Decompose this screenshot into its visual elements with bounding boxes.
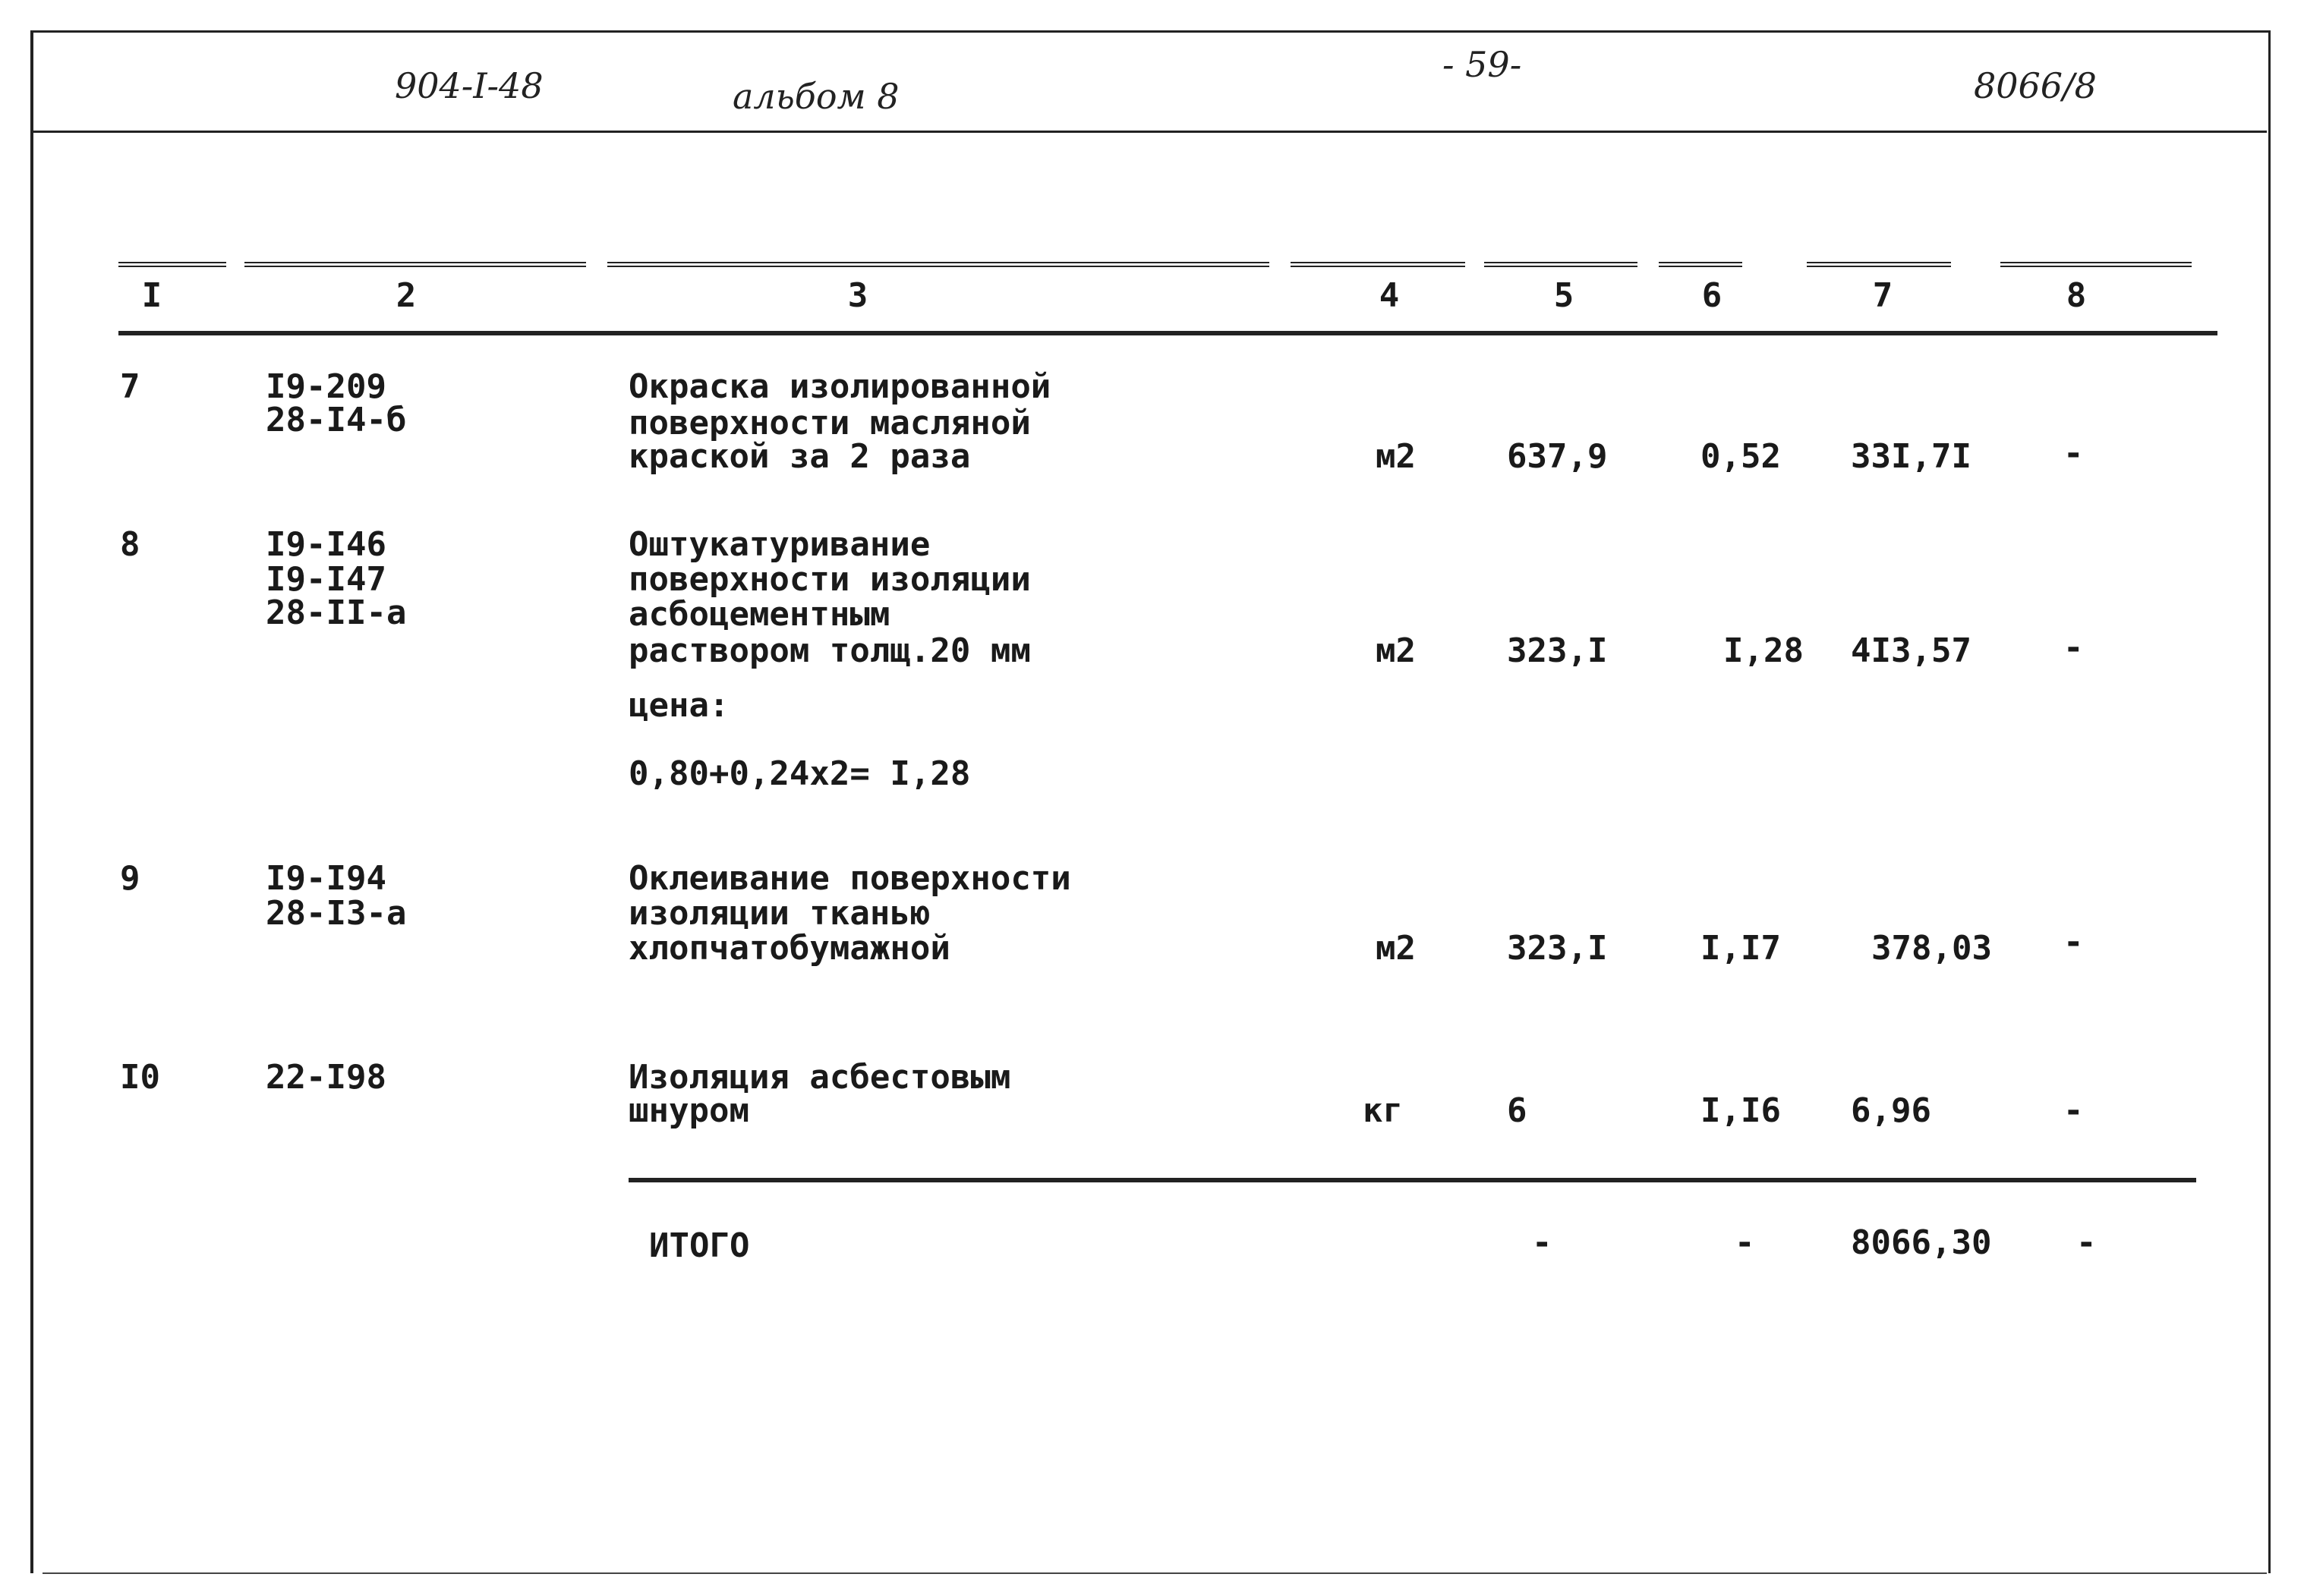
column-rule-4 — [1291, 262, 1465, 267]
row-description-line: поверхности изоляции — [629, 560, 1031, 599]
row-description-line: Оштукатуривание — [629, 525, 931, 564]
row-total: 4I3,57 — [1851, 631, 1971, 670]
col-header-1: I — [141, 276, 162, 315]
col-header-3: 3 — [847, 276, 868, 315]
row-description-line: Оклеивание поверхности — [629, 859, 1071, 898]
row-col8: - — [2063, 434, 2084, 473]
row-price: I,28 — [1723, 631, 1804, 670]
row-total: 6,96 — [1851, 1091, 1931, 1130]
row-col8: - — [2063, 1091, 2084, 1130]
row-quantity: 323,I — [1507, 631, 1608, 670]
header-rule — [30, 131, 2267, 133]
row-number: 7 — [120, 367, 140, 406]
row-total: 33I,7I — [1851, 437, 1971, 476]
row-code: I9-I94 — [266, 859, 386, 898]
row-total: 378,03 — [1871, 929, 1992, 968]
row-unit: кг — [1363, 1091, 1403, 1130]
column-rule-7 — [1807, 262, 1951, 267]
row-price: 0,52 — [1700, 437, 1781, 476]
row-description-line: хлопчатобумажной — [629, 929, 950, 968]
column-rule-5 — [1484, 262, 1637, 267]
col-header-6: 6 — [1701, 276, 1722, 315]
row-description-line: Изоляция асбестовым — [629, 1058, 1011, 1097]
total-quantity: - — [1532, 1223, 1552, 1262]
price-note-label: цена: — [629, 686, 730, 725]
row-description-line: асбоцементным — [629, 595, 890, 634]
row-code: I9-I47 — [266, 560, 386, 599]
row-quantity: 6 — [1507, 1091, 1527, 1130]
doc-code: 904-I-48 — [395, 65, 544, 106]
page-frame-bottom — [43, 1572, 2267, 1574]
col-header-7: 7 — [1872, 276, 1893, 315]
row-description-line: шнуром — [629, 1091, 749, 1130]
row-col8: - — [2063, 923, 2084, 962]
row-quantity: 323,I — [1507, 929, 1608, 968]
row-code: 28-I4-б — [266, 401, 407, 439]
row-code: 22-I98 — [266, 1058, 386, 1097]
column-rule-3 — [607, 262, 1269, 267]
row-description-line: поверхности масляной — [629, 404, 1031, 442]
row-code: 28-I3-а — [266, 894, 407, 933]
row-col8: - — [2063, 628, 2084, 667]
row-code: 28-II-а — [266, 593, 407, 632]
total-label: ИТОГО — [649, 1226, 750, 1265]
row-number: 9 — [120, 859, 140, 898]
row-description-line: краской за 2 раза — [629, 437, 971, 476]
header-underline — [118, 331, 2217, 335]
total-sum: 8066,30 — [1851, 1223, 1992, 1262]
col-header-4: 4 — [1379, 276, 1400, 315]
column-rule-8 — [2000, 262, 2192, 267]
row-code: I9-I46 — [266, 525, 386, 564]
column-rule-6 — [1659, 262, 1742, 267]
row-unit: м2 — [1376, 929, 1416, 968]
total-col8: - — [2076, 1223, 2097, 1262]
total-price: - — [1735, 1223, 1755, 1262]
row-price: I,I7 — [1700, 929, 1781, 968]
row-price: I,I6 — [1700, 1091, 1781, 1130]
album-label: альбом 8 — [733, 76, 900, 117]
col-header-5: 5 — [1553, 276, 1574, 315]
column-rule-1 — [118, 262, 226, 267]
row-description-line: изоляции тканью — [629, 894, 931, 933]
page-number: - 59- — [1442, 44, 1522, 85]
row-number: 8 — [120, 525, 140, 564]
sheet-code: 8066/8 — [1974, 65, 2097, 106]
total-rule — [629, 1178, 2196, 1182]
column-rule-2 — [244, 262, 586, 267]
row-code: I9-209 — [266, 367, 386, 406]
col-header-2: 2 — [396, 276, 417, 315]
col-header-8: 8 — [2066, 276, 2087, 315]
row-description-line: Окраска изолированной — [629, 367, 1051, 406]
row-description-line: раствором толщ.20 мм — [629, 631, 1031, 670]
price-note-formula: 0,80+0,24х2= I,28 — [629, 754, 971, 793]
row-unit: м2 — [1376, 437, 1416, 476]
row-number: I0 — [120, 1058, 160, 1097]
row-unit: м2 — [1376, 631, 1416, 670]
row-quantity: 637,9 — [1507, 437, 1608, 476]
